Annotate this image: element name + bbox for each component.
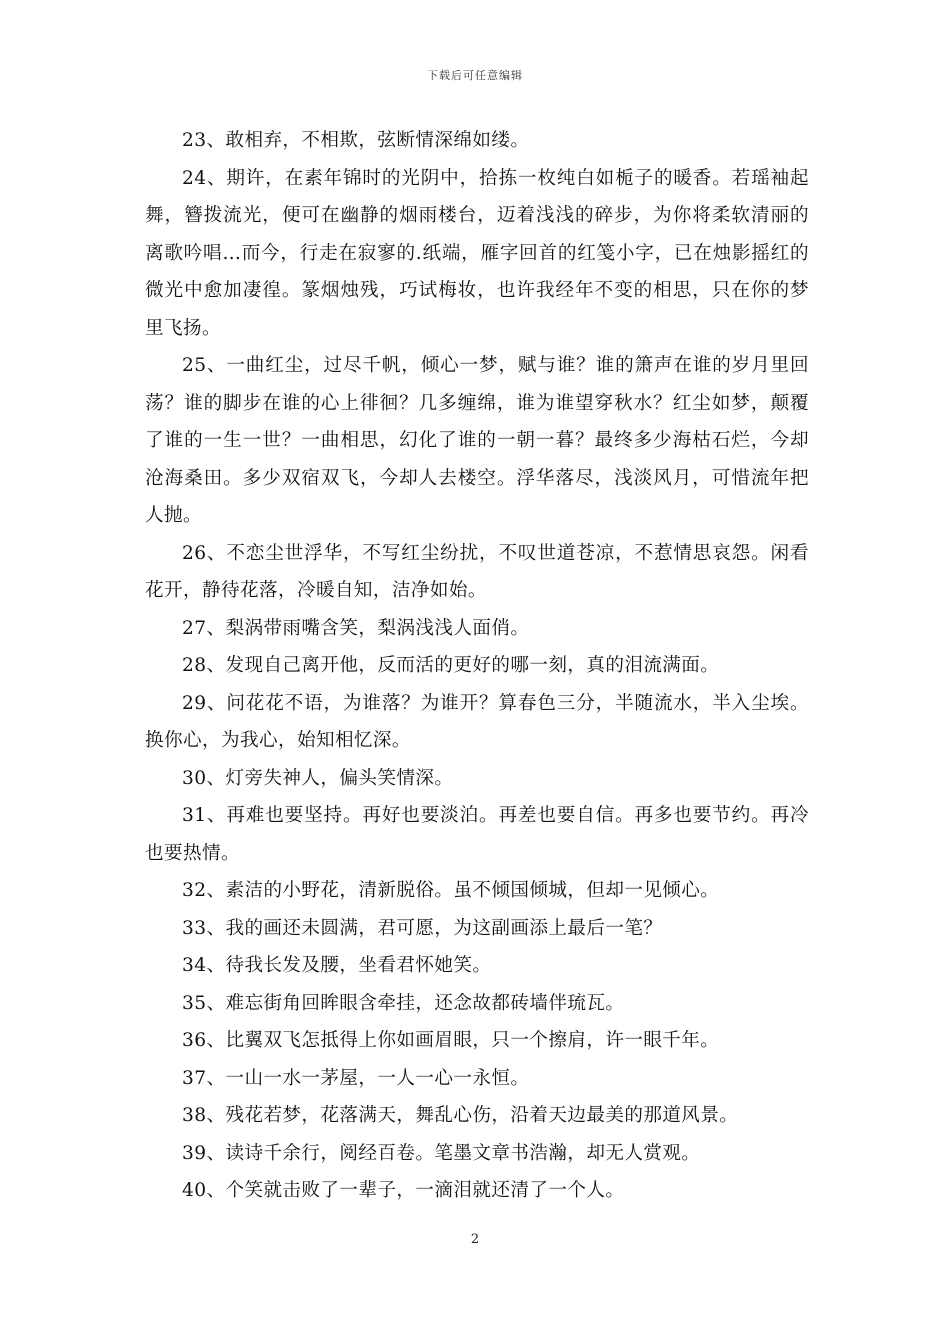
paragraph-32: 32、素洁的小野花，清新脱俗。虽不倾国倾城，但却一见倾心。 [182, 880, 720, 901]
paragraph-40: 40、个笑就击败了一辈子，一滴泪就还清了一个人。 [182, 1180, 625, 1201]
paragraph-37: 37、一山一水一茅屋，一人一心一永恒。 [182, 1067, 530, 1089]
page-header: 下载后可任意编辑 [427, 69, 523, 82]
paragraph-29: 29、问花花不语，为谁落？为谁开？算春色三分，半随流水，半入尘埃。换你心，为我心，始知相忆深。 [145, 692, 809, 751]
paragraph-26: 26、不恋尘世浮华，不写红尘纷扰，不叹世道苍凉，不惹情思哀怨。闲看花开，静待花落，冷暖自知，洁净如始。 [145, 542, 809, 601]
page-number: 2 [470, 1232, 480, 1247]
paragraph-24: 24、期许，在素年锦时的光阴中，拾拣一枚纯白如栀子的暖香。若瑶袖起舞，簪拨流光，便可在幽静的烟雨楼台，迈着浅浅的碎步，为你将柔软清丽的离歌吟唱…而今，行走在寂寥的.纸端，雁字回首的红笺小字，已在烛影摇红的微光中愈加凄徨。篆烟烛残，巧试梅妆，也许我经年不变的相思，只在你的梦里飞扬。 [145, 167, 809, 339]
paragraph-25: 25、一曲红尘，过尽千帆，倾心一梦，赋与谁？谁的箫声在谁的岁月里回荡？谁的脚步在谁的心上徘徊？几多缠绵，谁为谁望穿秋水？红尘如梦，颠覆了谁的一生一世？一曲相思，幻化了谁的一朝一暮？最终多少海枯石烂，今却沧海桑田。多少双宿双飞，今却人去楼空。浮华落尽，浅淡风月，可惜流年把人抛。 [145, 355, 809, 526]
paragraph-35: 35、难忘街角回眸眼含牵挂，还念故都砖墙伴琉瓦。 [182, 992, 625, 1014]
paragraph-33: 33、我的画还未圆满，君可愿，为这副画添上最后一笔？ [182, 917, 663, 939]
paragraph-30: 30、灯旁失神人，偏头笑情深。 [182, 767, 454, 789]
paragraph-31: 31、再难也要坚持。再好也要淡泊。再差也要自信。再多也要节约。再冷也要热情。 [145, 805, 809, 864]
paragraph-28: 28、发现自己离开他，反而活的更好的哪一刻，真的泪流满面。 [182, 655, 720, 676]
paragraph-36: 36、比翼双飞怎抵得上你如画眉眼，只一个擦肩，许一眼千年。 [182, 1030, 720, 1051]
document-body [145, 122, 809, 1210]
paragraph-27: 27、梨涡带雨嘴含笑，梨涡浅浅人面俏。 [182, 617, 530, 639]
paragraph-38: 38、残花若梦，花落满天，舞乱心伤，沿着天边最美的那道风景。 [182, 1105, 739, 1126]
paragraph-23: 23、敢相弃，不相欺，弦断情深绵如缕。 [182, 130, 530, 151]
paragraph-39: 39、读诗千余行，阅经百卷。笔墨文章书浩瀚，却无人赏观。 [182, 1142, 701, 1164]
paragraph-34: 34、待我长发及腰，坐看君怀她笑。 [182, 955, 492, 976]
